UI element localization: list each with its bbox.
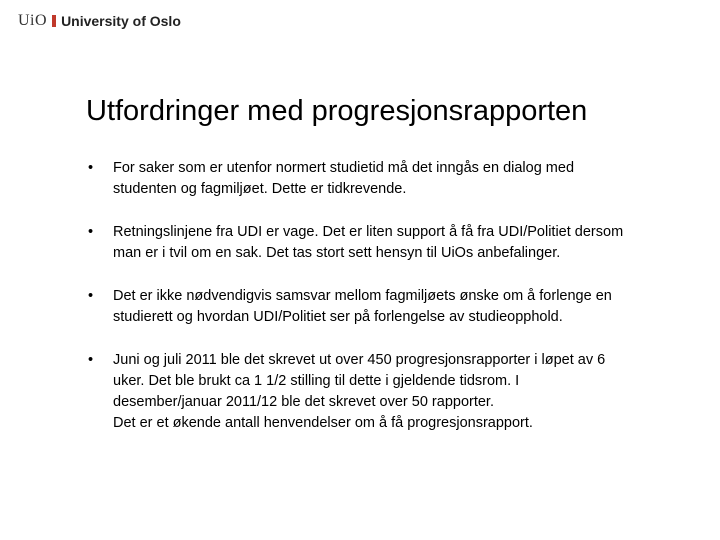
logo-mark: UiO [18, 12, 48, 29]
bullet-dot: • [88, 352, 94, 368]
bullet-text: For saker som er utenfor normert studietid må det inngås en dialog med studenten og fagmiljøet. Dette er tidkrevende. [113, 160, 575, 197]
bullet-dot: • [88, 288, 94, 304]
bullet-dot: • [88, 160, 94, 176]
bullet-text: Juni og juli 2011 ble det skrevet ut over 450 progresjonsrapporter i løpet av 6 uker. Det ble brukt ca 1 1/2 stilling til dette i gjeldende tidsrom. I desember/januar 2011/12 ble det skrevet over 50 rapporter. Det er et økende antall henvendelser om å få progresjonsrapport. [113, 352, 606, 431]
logo-separator [52, 15, 56, 27]
bullet-item [86, 350, 686, 434]
logo-name: University of Oslo [61, 13, 181, 29]
bullet-item [86, 286, 686, 328]
bullet-item [86, 222, 686, 264]
slide-title: Utfordringer med progresjonsrapporten [86, 95, 588, 127]
bullet-dot: • [88, 224, 94, 240]
bullet-list [86, 158, 686, 456]
university-logo [18, 11, 181, 31]
bullet-item [86, 158, 686, 200]
bullet-text: Det er ikke nødvendigvis samsvar mellom fagmiljøets ønske om å forlenge en studierett og hvordan UDI/Politiet ser på forlengelse av studieopphold. [113, 288, 612, 325]
bullet-text: Retningslinjene fra UDI er vage. Det er liten support å få fra UDI/Politiet dersom man er i tvil om en sak. Det tas stort sett hensyn til UiOs anbefalinger. [113, 224, 624, 261]
